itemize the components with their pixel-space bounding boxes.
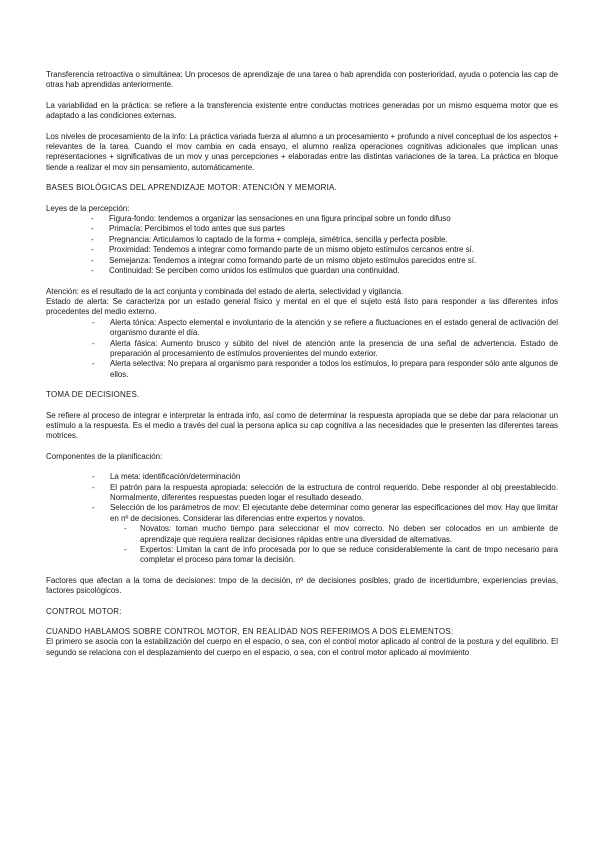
paragraph-decisiones: Se refiere al proceso de integrar e interpretar la entrada info, así como de determinar la respuesta apropiada que se debe dar para relacionar un estímulo a la respuesta. Es el medio a través del cual la persona aplica su cap cognitiva a las necesidades que le presenten las diferentes tareas motrices. bbox=[46, 410, 558, 441]
heading-toma-decisiones: TOMA DE DECISIONES. bbox=[46, 390, 140, 400]
list-item: - Alerta fásica: Aumento brusco y súbito del nivel de atención ante la presencia de una señal de advertencia. Estado de preparación al procesamiento de estímulos provenientes del mundo exterior. bbox=[46, 339, 558, 360]
paragraph-transferencia: Transferencia retroactiva o simultánea: Un procesos de aprendizaje de una tarea o hab aprendida con posterioridad, ayuda o potencia las cap de otras hab aprendidas anteriormente. bbox=[46, 70, 558, 90]
list-item: - Proximidad: Tendemos a integrar como formando parte de un mismo objeto estímulos cercanos entre sí. bbox=[46, 245, 558, 255]
heading-control-motor: CONTROL MOTOR: bbox=[46, 606, 122, 616]
paragraph-niveles: Los niveles de procesamiento de la info: La práctica variada fuerza al alumno a un procesamiento + profundo a nivel conceptual de los aspectos + relevantes de la tarea. Cuando el mov cambia en cada ensayo, el alumno realiza operaciones cognitivas adicionales que implican unas representaciones + significativas de un mov y unas percepciones + elaboradas entre las distintas variaciones de la tarea. La práctica en bloque tiende a realizar el mov sin pensamiento, automáticamente. bbox=[46, 131, 558, 172]
heading-dos-elementos: CUANDO HABLAMOS SOBRE CONTROL MOTOR, EN REALIDAD NOS REFERIMOS A DOS ELEMENTOS: bbox=[46, 627, 454, 637]
list-item: - El patrón para la respuesta apropiada: selección de la estructura de control requerido. Debe responder al obj preestablecido. Normalmente, diferentes respuestas pueden logar el resultado deseado. bbox=[46, 483, 558, 504]
alertas-list bbox=[46, 318, 558, 380]
list-item: - Alerta selectiva: No prepara al organismo para responder a todos los estímulos, lo prepara para responder sólo ante algunos de ellos. bbox=[46, 359, 558, 380]
paragraph-control: El primero se asocia con la estabilización del cuerpo en el espacio, o sea, con el control motor aplicado al control de la postura y del equilibrio. El segundo se relaciona con el desplazamiento del cuerpo en el espacio, o sea, con el control motor aplicado al movimiento bbox=[46, 637, 558, 657]
list-item: - Pregnancia: Articulamos lo captado de la forma + compleja, simétrica, sencilla y perfecta posible. bbox=[46, 235, 558, 245]
paragraph-estado-alerta: Estado de alerta: Se caracteriza por un estado general físico y mental en el que el sujeto está listo para responder a las diferentes infos procedentes del medio externo. bbox=[46, 296, 558, 317]
componentes-title: Componentes de la planificación: bbox=[46, 451, 163, 461]
list-item: - Expertos: Limitan la cant de info procesada por lo que se reduce considerablemente la cant de tmpo necesario para completar el proceso para tomar la decisión. bbox=[110, 545, 558, 566]
document-body bbox=[46, 70, 558, 658]
list-item: - Alerta tónica: Aspecto elemental e involuntario de la atención y se refiere a fluctuaciones en el estado general de activación del organismo durante el día. bbox=[46, 318, 558, 339]
list-item bbox=[46, 503, 558, 565]
leyes-title: Leyes de la percepción: bbox=[46, 203, 130, 213]
list-item: - Novatos: toman mucho tiempo para seleccionar el mov correcto. No deben ser colocados en un ambiente de aprendizaje que requiera realizar decisiones rápidas entre una diversidad de alternativas. bbox=[110, 524, 558, 545]
list-item: - La meta: identificación/determinación bbox=[46, 472, 558, 482]
componentes-list bbox=[46, 472, 558, 566]
list-item: - Figura-fondo: tendemos a organizar las sensaciones en una figura principal sobre un fondo difuso bbox=[46, 214, 558, 224]
leyes-list bbox=[46, 214, 558, 276]
list-item: - Semejanza: Tendemos a integrar como formando parte de un mismo objeto estímulos parecidos entre sí. bbox=[46, 256, 558, 266]
paragraph-atencion: Atención: es el resultado de la act conjunta y combinada del estado de alerta, selectividad y vigilancia. bbox=[46, 286, 404, 296]
paragraph-factores: Factores que afectan a la toma de decisiones: tmpo de la decisión, nº de decisiones posibles, grado de incertidumbre, experiencias previas, factores psicológicos. bbox=[46, 575, 558, 596]
list-item: - Continuidad: Se perciben como unidos los estímulos que guardan una continuidad. bbox=[46, 266, 558, 276]
paragraph-variabilidad: La variabilidad en la práctica: se refiere a la transferencia existente entre conductas motrices generadas por un mismo esquema motor que es adaptado a las condiciones externas. bbox=[46, 100, 558, 121]
heading-bases-biologicas: BASES BIOLÓGICAS DEL APRENDIZAJE MOTOR: ATENCIÓN Y MEMORIA. bbox=[46, 183, 337, 193]
subcomponentes-list bbox=[110, 524, 558, 566]
list-item: - Primacía: Percibimos el todo antes que sus partes bbox=[46, 224, 558, 234]
list-item-text: Selección de los parámetros de mov: El ejecutante debe determinar como generar las especificaciones del mov. Hay que limitar en nº de decisiones. Considerar las diferencias entre expertos y novatos. bbox=[110, 503, 558, 523]
